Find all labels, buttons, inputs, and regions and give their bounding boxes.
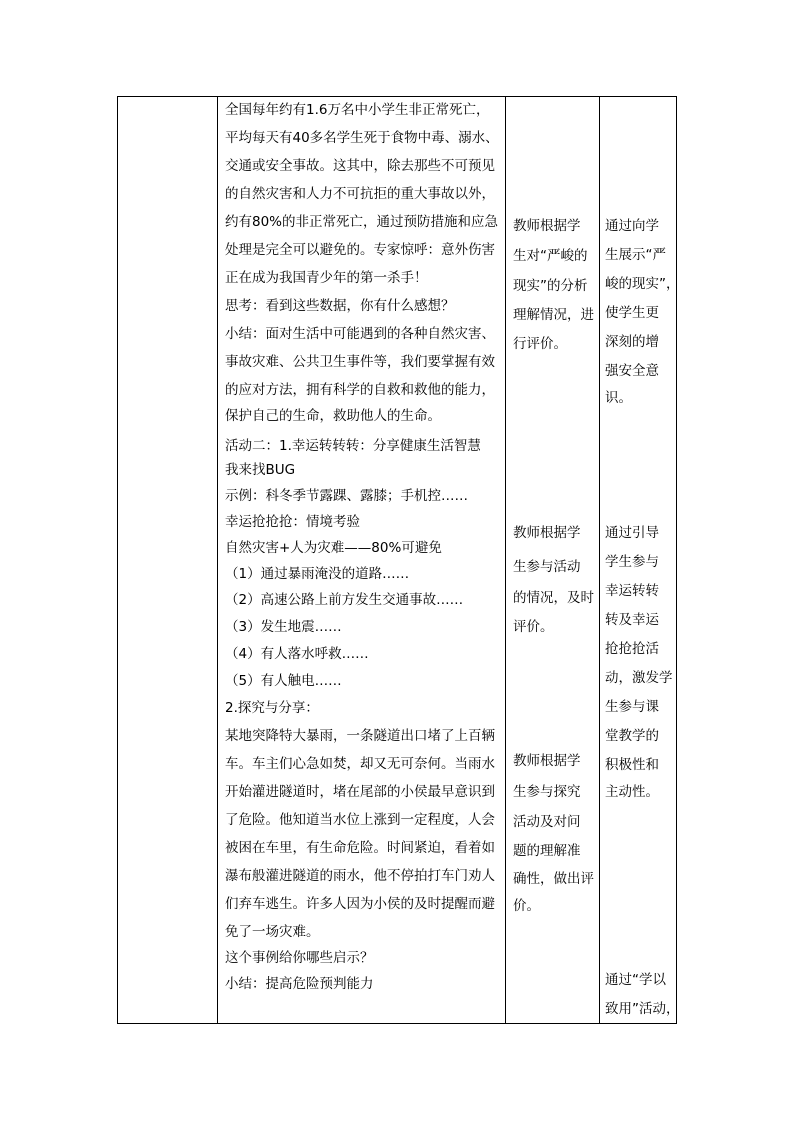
design-purpose-column [600,97,678,1023]
purpose-line: 强安全意 [605,363,659,379]
teacher-line: 的情况，及时 [513,590,594,606]
teacher-line: 教师根据学 [513,218,581,234]
teacher-line: 行评价。 [513,336,567,352]
teacher-line: 生对“严峻的 [513,248,588,264]
purpose-line: 致用”活动， [605,1001,680,1017]
content-line: 正在成为我国青少年的第一杀手！ [225,270,428,286]
content-line: 我来找BUG [225,462,296,478]
purpose-line: 主动性。 [605,784,659,800]
content-line: 幸运抢抢抢：情境考验 [225,514,360,530]
content-line: 事故灾难、公共卫生事件等，我们要掌握有效 [225,354,495,370]
purpose-line: 动，激发学 [605,670,673,686]
purpose-line: 使学生更 [605,305,659,321]
teacher-line: 评价。 [513,619,554,635]
content-line: 交通或安全事故。这其中，除去那些不可预见 [225,158,495,174]
content-line: 小结：提高危险预判能力 [225,976,374,992]
purpose-line: 抢抢抢活 [605,641,659,657]
teacher-line: 生参与探究 [513,784,581,800]
content-line: 约有80%的非正常死亡，通过预防措施和应急 [225,214,499,230]
content-line: 2.探究与分享： [225,700,319,716]
purpose-line: 峻的现实”， [605,276,680,292]
purpose-line: 深刻的增 [605,334,659,350]
content-line: 处理是完全可以避免的。专家惊呼：意外伤害 [225,242,495,258]
content-line: 这个事例给你哪些启示？ [225,950,374,966]
teacher-line: 教师根据学 [513,525,581,541]
content-line: （2）高速公路上前方发生交通事故…… [225,592,464,608]
purpose-line: 积极性和 [605,757,659,773]
teacher-evaluation-column [506,97,600,1023]
content-line: 瀑布般灌进隧道的雨水，他不停拍打车门劝人 [225,868,495,884]
teacher-line: 现实”的分析 [513,278,588,294]
content-line: （1）通过暴雨淹没的道路…… [225,566,410,582]
content-line: 全国每年约有1.6万名中小学生非正常死亡， [225,102,490,118]
content-line: 了危险。他知道当水位上涨到一定程度，人会 [225,812,495,828]
purpose-line: 转及幸运 [605,612,659,628]
content-line: 示例：科冬季节露踝、露膝；手机控…… [225,488,468,504]
content-line: 活动二：1.幸运转转转：分享健康生活智慧 [225,438,481,454]
purpose-line: 幸运转转 [605,583,659,599]
purpose-line: 生参与课 [605,699,659,715]
purpose-line: 识。 [605,390,632,406]
content-line: 免了一场灾难。 [225,924,320,940]
teacher-line: 价。 [513,898,540,914]
content-line: 某地突降特大暴雨，一条隧道出口堵了上百辆 [225,728,495,744]
content-line: 们弃车逃生。许多人因为小侯的及时提醒而避 [225,896,495,912]
content-column [218,97,506,1023]
content-line: 的自然灾害和人力不可抗拒的重大事故以外， [225,186,495,202]
content-line: 保护自己的生命，救助他人的生命。 [225,408,441,424]
purpose-line: 生展示“严 [605,247,666,263]
purpose-line: 通过向学 [605,218,659,234]
purpose-line: 学生参与 [605,554,659,570]
purpose-line: 堂教学的 [605,728,659,744]
content-line: 思考：看到这些数据，你有什么感想？ [225,298,455,314]
teacher-line: 生参与活动 [513,559,581,575]
teacher-line: 确性，做出评 [513,871,594,887]
teacher-line: 教师根据学 [513,753,581,769]
content-line: 开始灌进隧道时，堵在尾部的小侯最早意识到 [225,784,495,800]
lesson-table [117,96,680,1024]
content-line: 的应对方法，拥有科学的自救和救他的能力， [225,382,495,398]
teacher-line: 题的理解准 [513,843,581,859]
content-line: （5）有人触电…… [225,673,342,689]
content-line: 自然灾害+人为灾难——80%可避免 [225,540,442,556]
content-line: 小结：面对生活中可能遇到的各种自然灾害、 [225,326,495,342]
content-line: 被困在车里，有生命危险。时间紧迫，看着如 [225,840,495,856]
content-line: 车。车主们心急如焚，却又无可奈何。当雨水 [225,756,495,772]
teacher-line: 理解情况，进 [513,307,594,323]
purpose-line: 通过“学以 [605,972,666,988]
content-line: 平均每天有40多名学生死于食物中毒、溺水、 [225,130,499,146]
content-line: （3）发生地震…… [225,619,342,635]
purpose-line: 通过引导 [605,525,659,541]
content-line: （4）有人落水呼救…… [225,646,369,662]
teacher-line: 活动及对问 [513,814,581,830]
